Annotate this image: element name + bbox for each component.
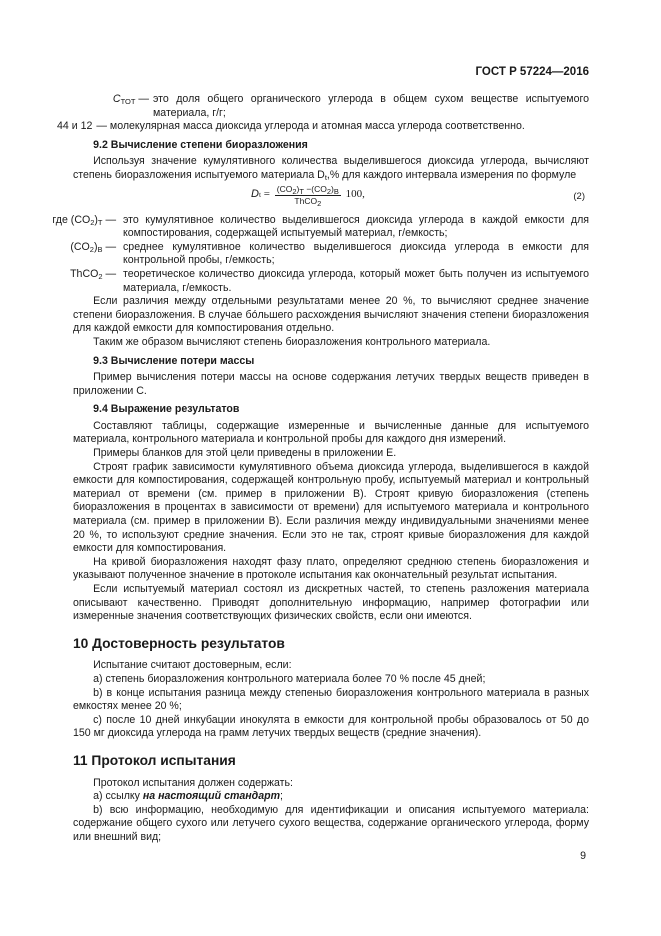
formula-2: D t = $\frac{(CO_2)_T -(CO_2)_B}{ThCO_2}$ 100, (2) bbox=[251, 183, 585, 208]
section-10-item-c: с) после 10 дней инкубации инокулята в емкости для контрольной пробы образовалось от 50 до 150 мг диоксида углерода на грамм летучих твердых веществ (средние значения). bbox=[73, 713, 589, 740]
section-9-4-para: На кривой биоразложения находят фазу плато, определяют среднюю степень биоразложения и указывают полученное значение в протоколе испытания как окончательный результат испытания. bbox=[73, 555, 589, 582]
section-11-title: 11 Протокол испытания bbox=[73, 752, 236, 768]
section-9-3-para: Пример вычисления потери массы на основе содержания летучих твердых веществ приведен в приложении С. bbox=[73, 371, 589, 397]
section-11-intro: Протокол испытания должен содержать: bbox=[93, 776, 293, 789]
section-9-2-para: Если различия между отдельными результатами менее 20 %, то вычисляют среднее значение степени биоразложения. В случае бóльшего расхождения вычисляют значения степени биоразложения для каждой емкости для компостирования отдельно. bbox=[73, 295, 589, 335]
section-10-item-a: а) степень биоразложения контрольного материала более 70 % после 45 дней; bbox=[93, 672, 486, 685]
section-11-item-b: b) всю информацию, необходимую для идентификации и описания испытуемого материала: содержание общего сухого или летучего сухого вещества, содержание органического углерода, форму или внешний вид; bbox=[73, 803, 589, 843]
where-item: $(CO_2)_B$ — среднее кумулятивное количество выделившегося диоксида углерода в емкости для контрольной пробы, г/емкость; bbox=[70, 240, 589, 267]
section-10-intro: Испытание считают достоверным, если: bbox=[93, 659, 292, 672]
mass-text: — молекулярная масса диоксида углерода и атомная масса углерода соответственно. bbox=[96, 120, 525, 133]
section-9-4-para: Примеры бланков для этой цели приведены в приложении Е. bbox=[93, 447, 397, 460]
section-11-item-a: а) ссылку на настоящий стандарт; bbox=[93, 790, 283, 803]
section-9-4-title: 9.4 Выражение результатов bbox=[93, 403, 240, 416]
standard-header: ГОСТ Р 57224—2016 bbox=[475, 66, 589, 78]
where-item: ThCO$_2$ — теоретическое количество диоксида углерода, который может быть получен из испытуемого материала, г/емкость. bbox=[70, 267, 589, 294]
section-9-2-para: Таким же образом вычисляют степень биоразложения контрольного материала. bbox=[93, 335, 491, 348]
mass-term: 44 и 12 bbox=[57, 120, 93, 133]
section-10-title: 10 Достоверность результатов bbox=[73, 635, 285, 651]
section-10-item-b: b) в конце испытания разница между степенью биоразложения контрольного материала в разных емкостях менее 20 %; bbox=[73, 686, 589, 713]
section-9-2-intro: Используя значение кумулятивного количества выделившегося диоксида углерода, вычисляют степень биоразложения испытуемого материала $D_t,\%$ для каждого интервала измерения по формуле bbox=[73, 155, 589, 182]
where-item: где $(CO_2)_T$ — это кумулятивное количество выделившегося диоксида углерода в каждой емкости для компостирования, содержащей испытуемый материал, г/емкость; bbox=[52, 213, 589, 240]
section-9-2-title: 9.2 Вычисление степени биоразложения bbox=[93, 138, 308, 151]
section-9-3-title: 9.3 Вычисление потери массы bbox=[93, 354, 255, 367]
section-9-4-para: Строят график зависимости кумулятивного объема диоксида углерода, выделившегося в каждой емкости для компостирования, содержащей контрольную пробу, испытуемый материал и контрольный материал от времени (см. пример в приложении В). Строят кривую биоразложения (степень биоразложения в процентах в зависимости от времени) для испытуемого материала и контрольного материала (см. пример в приложении В). Если различия между индивидуальными значениями менее 20 %, то используют средние значения. Если это не так, строят кривые биоразложения для каждой емкости для компостирования. bbox=[73, 460, 589, 555]
formula-fraction: $\frac{(CO_2)_T -(CO_2)_B}{ThCO_2}$ bbox=[276, 183, 339, 208]
ctot-text: это доля общего органического углерода в общем сухом веществе испытуемого материала, г/г; bbox=[153, 93, 589, 119]
ctot-symbol: C bbox=[112, 93, 121, 105]
section-9-4-para: Если испытуемый материал состоял из дискретных частей, то степень разложения материала описывают качественно. Приводят дополнительную информацию, например фотографии или измеренные значения соответствующих физических свойств, если они имеются. bbox=[73, 583, 589, 623]
mass-definition bbox=[57, 120, 589, 134]
page-content bbox=[52, 93, 589, 845]
section-9-4-para: Составляют таблицы, содержащие измеренные и вычисленные данные для испытуемого материала, контрольного материала и контрольной пробы для каждого дня измерений. bbox=[73, 419, 589, 446]
formula-number: (2) bbox=[573, 190, 585, 202]
page-number: 9 bbox=[580, 850, 586, 862]
ctot-definition: $C_{TOT}$ — это доля общего органического углерода в общем сухом веществе испытуемого материала, г/г; bbox=[112, 93, 589, 119]
